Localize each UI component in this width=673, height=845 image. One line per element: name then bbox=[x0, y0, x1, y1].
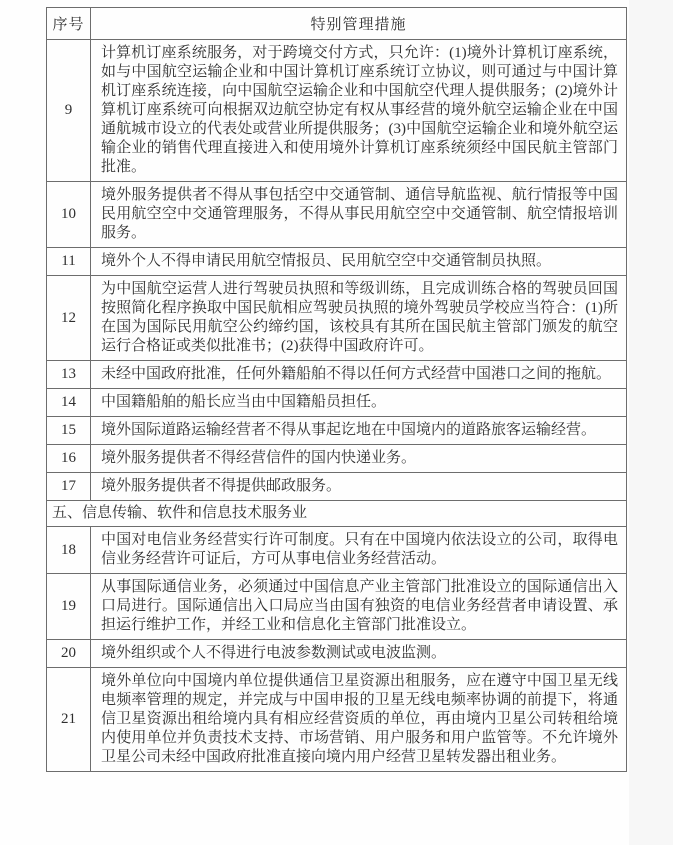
measure-text-cell: 计算机订座系统服务，对于跨境交付方式，只允许：(1)境外计算机订座系统，如与中国航空运输企业和中国计算机订座系统订立协议，则可通过与中国计算机订座系统连接，向中国航空运输企业和中国航空代理人提供服务；(2)境外计算机订座系统可向根据双边航空协定有权从事经营的境外航空运输企业在中国通航城市设立的代表处或营业所提供服务；(3)中国航空运输企业和境外航空运输企业的销售代理直接进入和使用境外计算机订座系统须经中国民航主管部门批准。 bbox=[91, 40, 627, 182]
table-row bbox=[47, 527, 627, 574]
header-special-measures: 特别管理措施 bbox=[91, 8, 627, 40]
table-header-row bbox=[47, 8, 627, 40]
serial-number-cell: 18 bbox=[47, 527, 91, 574]
measure-text-cell: 境外服务提供者不得提供邮政服务。 bbox=[91, 473, 627, 501]
measure-text-cell: 为中国航空运营人进行驾驶员执照和等级训练，且完成训练合格的驾驶员回国按照简化程序换取中国民航相应驾驶员执照的境外驾驶员学校应当符合：(1)所在国为国际民用航空公约缔约国，该校具有其所在国民航主管部门颁发的航空运行合格证或类似批准书；(2)获得中国政府许可。 bbox=[91, 276, 627, 361]
table-row bbox=[47, 574, 627, 640]
table-row bbox=[47, 248, 627, 276]
table-row bbox=[47, 361, 627, 389]
table-row bbox=[47, 473, 627, 501]
measure-text-cell: 境外单位向中国境内单位提供通信卫星资源出租服务，应在遵守中国卫星无线电频率管理的规定，并完成与中国申报的卫星无线电频率协调的前提下，将通信卫星资源出租给境内具有相应经营资质的单位，再由境内卫星公司转租给境内使用单位并负责技术支持、市场营销、用户服务和用户监管等。不允许境外卫星公司未经中国政府批准直接向境内用户经营卫星转发器出租业务。 bbox=[91, 668, 627, 772]
page-right-margin bbox=[629, 0, 673, 845]
serial-number-cell: 9 bbox=[47, 40, 91, 182]
table-row bbox=[47, 417, 627, 445]
serial-number-cell: 12 bbox=[47, 276, 91, 361]
header-serial-number: 序号 bbox=[47, 8, 91, 40]
table-row bbox=[47, 445, 627, 473]
measure-text-cell: 从事国际通信业务，必须通过中国信息产业主管部门批准设立的国际通信出入口局进行。国际通信出入口局应当由国有独资的电信业务经营者申请设置、承担运行维护工作，并经工业和信息化主管部门批准设立。 bbox=[91, 574, 627, 640]
serial-number-cell: 17 bbox=[47, 473, 91, 501]
table-row bbox=[47, 668, 627, 772]
serial-number-cell: 20 bbox=[47, 640, 91, 668]
table-row bbox=[47, 389, 627, 417]
table-row bbox=[47, 182, 627, 248]
table-row bbox=[47, 276, 627, 361]
measure-text-cell: 中国对电信业务经营实行许可制度。只有在中国境内依法设立的公司，取得电信业务经营许可证后，方可从事电信业务经营活动。 bbox=[91, 527, 627, 574]
measure-text-cell: 未经中国政府批准，任何外籍船舶不得以任何方式经营中国港口之间的拖航。 bbox=[91, 361, 627, 389]
serial-number-cell: 15 bbox=[47, 417, 91, 445]
serial-number-cell: 14 bbox=[47, 389, 91, 417]
measure-text-cell: 境外个人不得申请民用航空情报员、民用航空空中交通管制员执照。 bbox=[91, 248, 627, 276]
serial-number-cell: 19 bbox=[47, 574, 91, 640]
serial-number-cell: 13 bbox=[47, 361, 91, 389]
measure-text-cell: 境外服务提供者不得从事包括空中交通管制、通信导航监视、航行情报等中国民用航空空中交通管理服务，不得从事民用航空空中交通管制、航空情报培训服务。 bbox=[91, 182, 627, 248]
special-measures-table bbox=[46, 7, 627, 772]
serial-number-cell: 11 bbox=[47, 248, 91, 276]
table-row bbox=[47, 640, 627, 668]
measure-text-cell: 境外组织或个人不得进行电波参数测试或电波监测。 bbox=[91, 640, 627, 668]
serial-number-cell: 16 bbox=[47, 445, 91, 473]
measure-text-cell: 中国籍船舶的船长应当由中国籍船员担任。 bbox=[91, 389, 627, 417]
table-body bbox=[47, 40, 627, 772]
measure-text-cell: 境外国际道路运输经营者不得从事起讫地在中国境内的道路旅客运输经营。 bbox=[91, 417, 627, 445]
table-row bbox=[47, 40, 627, 182]
serial-number-cell: 10 bbox=[47, 182, 91, 248]
serial-number-cell: 21 bbox=[47, 668, 91, 772]
measure-text-cell: 境外服务提供者不得经营信件的国内快递业务。 bbox=[91, 445, 627, 473]
section-header-cell: 五、信息传输、软件和信息技术服务业 bbox=[47, 501, 627, 527]
section-header-row bbox=[47, 501, 627, 527]
